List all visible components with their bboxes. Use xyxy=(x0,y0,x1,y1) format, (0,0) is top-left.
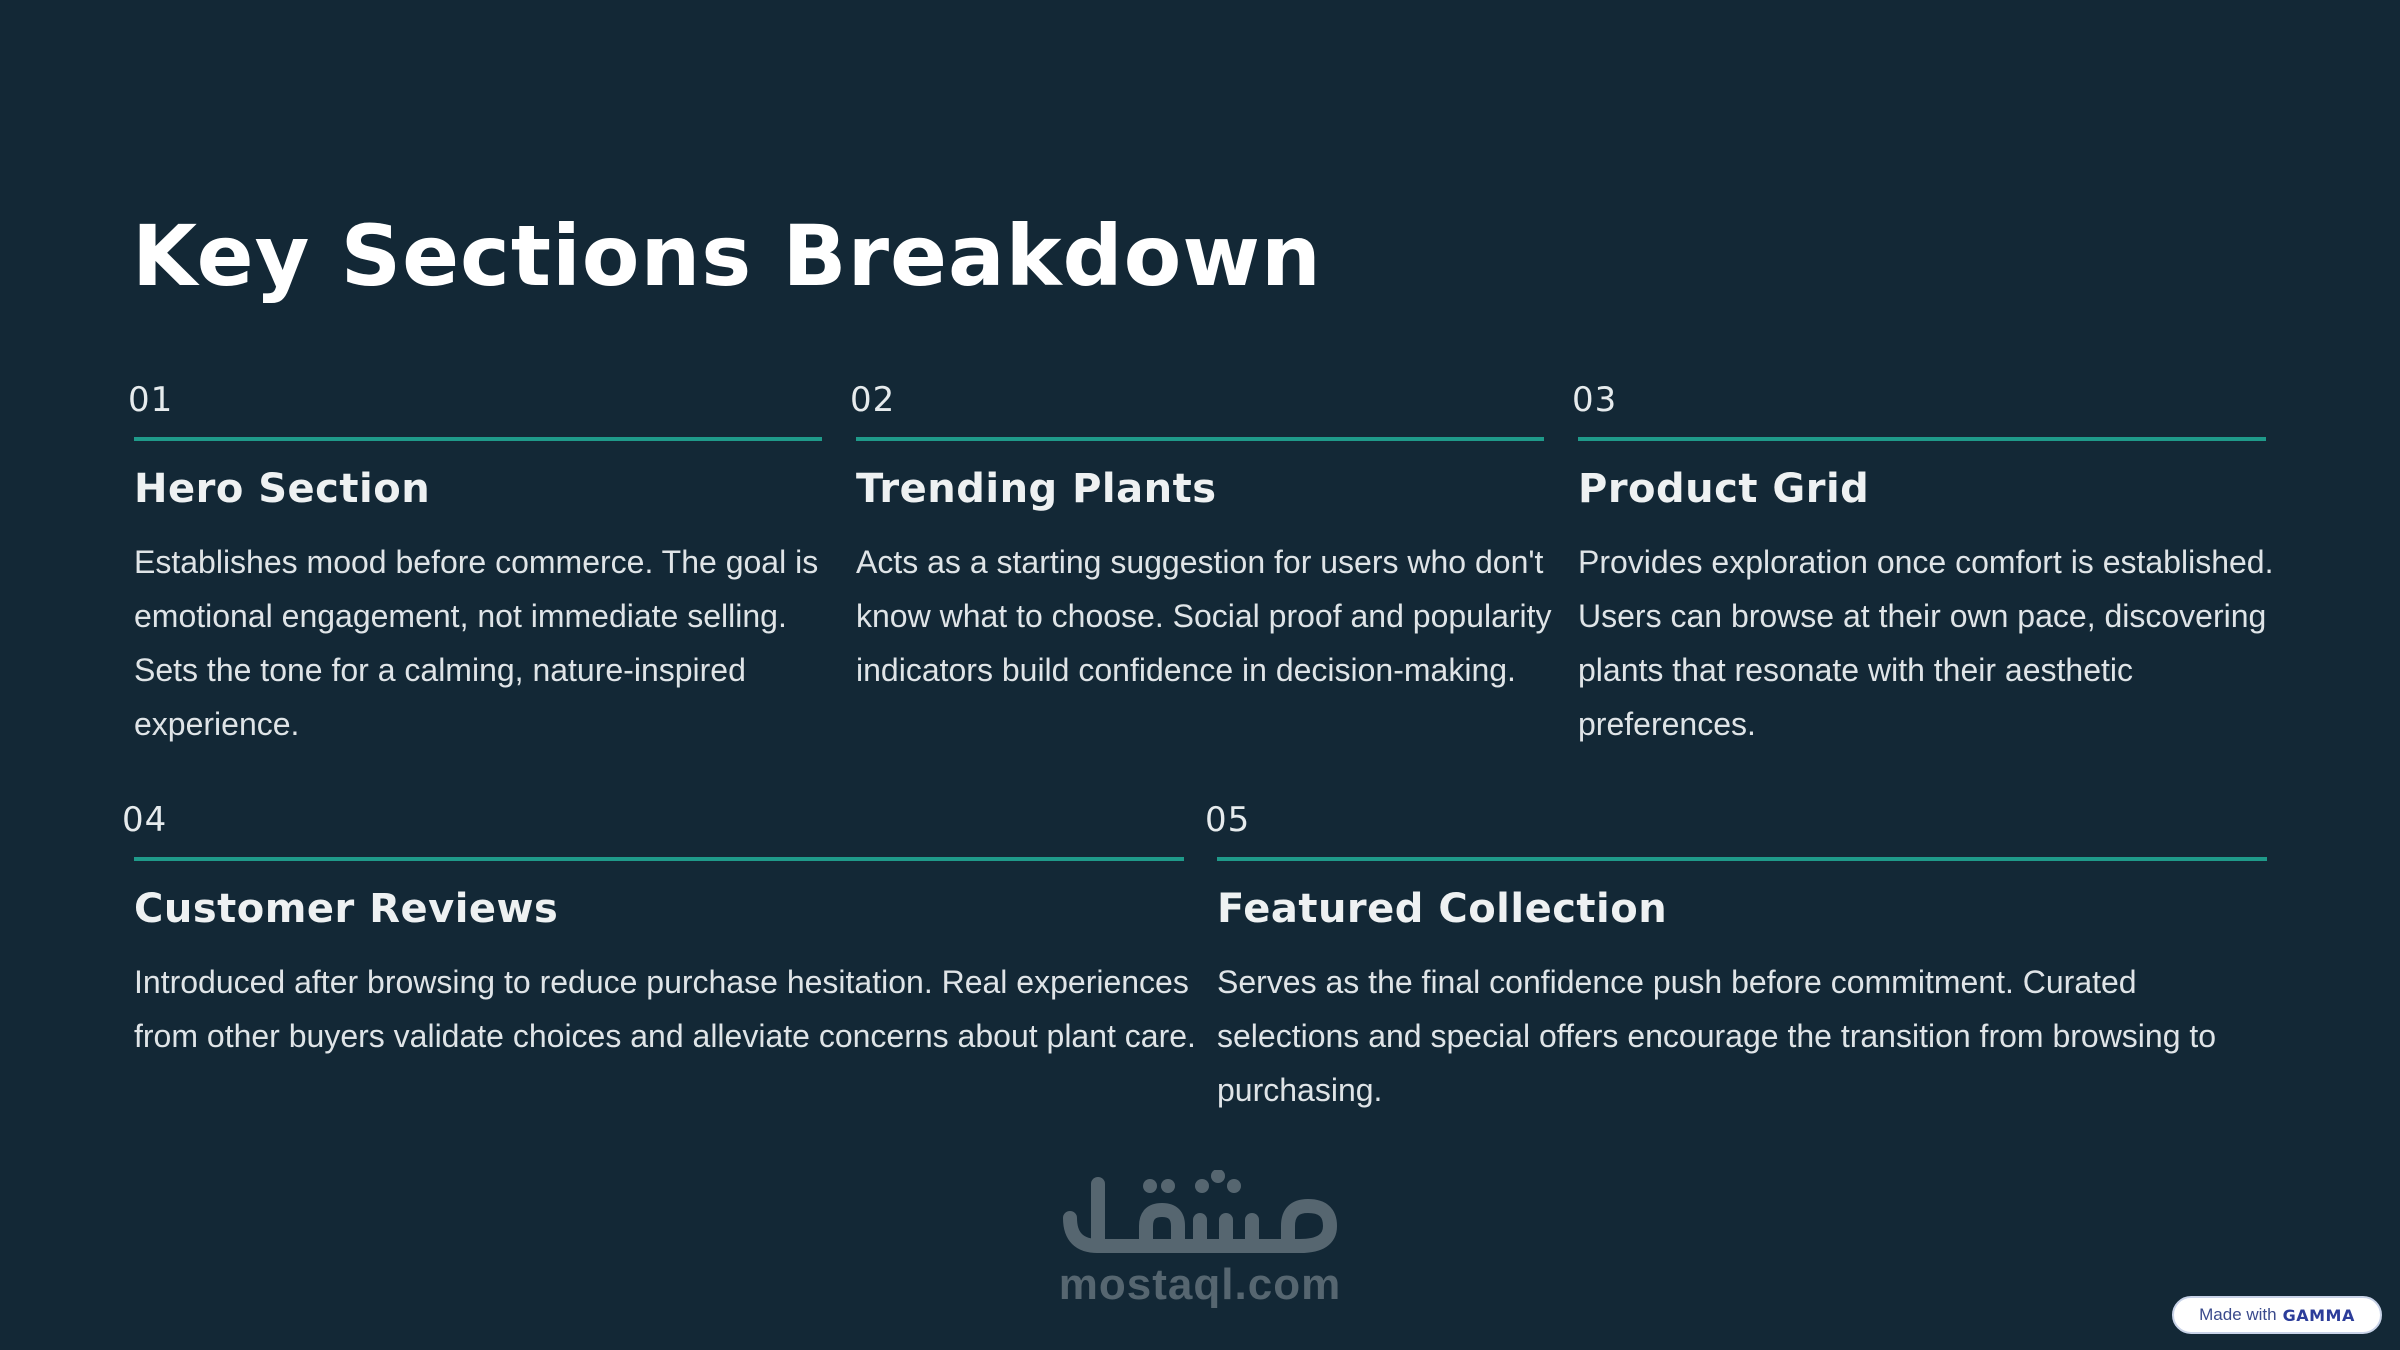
section-description: Provides exploration once comfort is established. Users can browse at their own pace, discovering plants that resonate with their aesthetic preferences. xyxy=(1578,544,2274,742)
section-heading: Hero Section xyxy=(134,466,431,512)
slide-title: Key Sections Breakdown xyxy=(132,207,1322,305)
section-description: Serves as the final confidence push before commitment. Curated selections and special offers encourage the transition from browsing to purchasing. xyxy=(1217,964,2217,1108)
section-divider xyxy=(1578,437,2266,441)
section-number: 04 xyxy=(122,800,168,840)
section-description: Introduced after browsing to reduce purchase hesitation. Real experiences from other buyers validate choices and alleviate concerns about plant care. xyxy=(134,964,1196,1054)
section-divider xyxy=(1217,857,2267,861)
section-number: 03 xyxy=(1572,380,1618,420)
section-number: 02 xyxy=(850,380,896,420)
section-divider xyxy=(134,857,1184,861)
badge-prefix: Made with xyxy=(2199,1305,2277,1324)
badge-brand: GAMMA xyxy=(2282,1305,2355,1325)
section-divider xyxy=(134,437,822,441)
mostaql-watermark xyxy=(1030,1170,1370,1310)
section-divider xyxy=(856,437,1544,441)
section-heading: Featured Collection xyxy=(1217,886,1668,932)
section-heading: Customer Reviews xyxy=(134,886,559,932)
section-number: 01 xyxy=(128,380,174,420)
mostaql-logo-icon xyxy=(1050,1170,1350,1266)
section-description: Acts as a starting suggestion for users who don't know what to choose. Social proof and popularity indicators build confidence in decision-making. xyxy=(856,544,1552,688)
section-heading: Product Grid xyxy=(1578,466,1870,512)
made-with-gamma-badge[interactable] xyxy=(2172,1296,2382,1334)
section-description: Establishes mood before commerce. The goal is emotional engagement, not immediate selling. Sets the tone for a calming, nature-inspired experience. xyxy=(134,544,819,742)
watermark-text: mostaql.com xyxy=(1058,1260,1342,1309)
section-heading: Trending Plants xyxy=(856,466,1217,512)
section-number: 05 xyxy=(1205,800,1251,840)
